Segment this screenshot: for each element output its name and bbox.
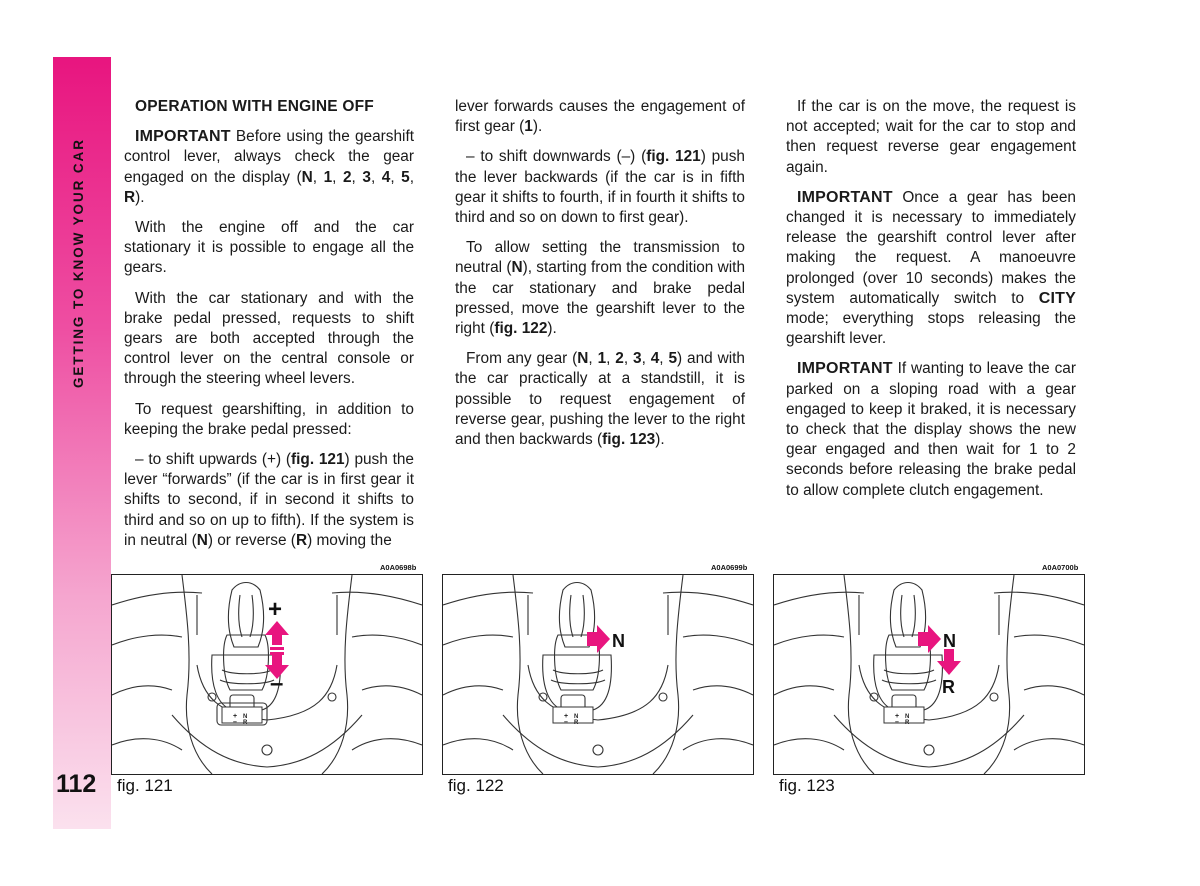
important-label: IMPORTANT [797,360,893,378]
page-number: 112 [56,770,97,798]
arrow-right-icon [918,625,941,653]
plus-label: + [268,596,283,623]
paragraph: IMPORTANT Before using the gearshift control lever, always check the gear engaged on the display (N, 1, 2, 3, 4, 5, R). [124,128,414,206]
svg-text:R: R [905,720,910,726]
figure-reference: fig. 121 [646,148,701,166]
paragraph: IMPORTANT If wanting to leave the car parked on a sloping road with a gear engaged to keep it braked, it is necessary to check that the display shows the new gear engaged and then wait for 1 to 2 seconds before releasing the brake pedal to allow complete clutch engagement. [786,360,1076,499]
svg-text:–: – [564,719,568,726]
paragraph: From any gear (N, 1, 2, 3, 4, 5) and with the car practically at a standstill, it is possible to request engagement of reverse gear, pushing the lever to the right and then backwards (fig. 123). [455,350,745,449]
gearshift-illustration [443,575,753,774]
figure-caption: fig. 121 [117,776,173,795]
gearshift-illustration [112,575,422,774]
text-column-3 [786,97,1076,511]
paragraph: IMPORTANT Once a gear has been changed it is necessary to immediately release the gearshift control lever after making the request. A manoeuvre prolonged (over 10 seconds) makes the system automatically switch to CITY mode; everything stops releasing the gearshift lever. [786,188,1076,348]
text-column-2 [455,97,745,460]
paragraph: To allow setting the transmission to neutral (N), starting from the condition with the car stationary and brake pedal pressed, move the gearshift lever to the right (fig. 122). [455,239,745,338]
svg-text:–: – [895,719,899,726]
city-mode-label: CITY [1038,289,1076,307]
reverse-label: R [942,677,955,697]
arrow-down-icon [937,649,961,675]
figure-caption: fig. 123 [779,776,835,795]
svg-text:R: R [243,720,248,726]
neutral-label: N [612,631,625,651]
paragraph: To request gearshifting, in addition to keeping the brake pedal pressed: [124,400,414,438]
svg-text:+: + [895,713,900,720]
paragraph: lever forwards causes the engagement of first gear (1). [455,98,745,136]
figure-reference: fig. 122 [494,320,548,338]
gearshift-illustration [774,575,1084,774]
svg-text:+: + [233,713,238,720]
svg-text:–: – [233,719,237,726]
figure-code: A0A0698b [380,563,417,572]
figure-reference: fig. 123 [602,431,656,449]
paragraph: – to shift upwards (+) (fig. 121) push the lever “forwards” (if the car is in first gear it shifts to second, if in second it shifts to third and so on up to fifth). If the system is in neutral (N) or reverse (R) moving the [124,451,414,549]
figure-122 [442,574,754,775]
figure-code: A0A0699b [711,563,748,572]
paragraph: With the car stationary and with the brake pedal pressed, requests to shift gears are both accepted through the control lever on the central console or through the steering wheel levers. [124,289,414,388]
section-heading: OPERATION WITH ENGINE OFF [135,98,374,115]
svg-text:R: R [574,720,579,726]
paragraph: If the car is on the move, the request is not accepted; wait for the car to stop and then request reverse gear engagement again. [786,98,1076,176]
arrow-up-icon [265,621,289,645]
paragraph: – to shift downwards (–) (fig. 121) push the lever backwards (if the car is in fifth gear it shifts to fourth, if in fourth it shifts to third and so on down to first gear). [455,148,745,227]
important-label: IMPORTANT [797,188,893,206]
figure-121 [111,574,423,775]
svg-text:N: N [574,714,579,720]
figure-code: A0A0700b [1042,563,1079,572]
figure-caption: fig. 122 [448,776,504,795]
svg-text:+: + [564,713,569,720]
arrow-right-icon [587,625,610,653]
minus-label: – [270,670,284,697]
neutral-label: N [943,631,956,651]
svg-text:N: N [905,714,910,720]
text-column-1 [124,97,414,561]
important-label: IMPORTANT [135,128,231,146]
svg-text:N: N [243,714,248,720]
paragraph: With the engine off and the car stationary it is possible to engage all the gears. [124,219,414,277]
figure-123 [773,574,1085,775]
figure-reference: fig. 121 [291,451,345,469]
